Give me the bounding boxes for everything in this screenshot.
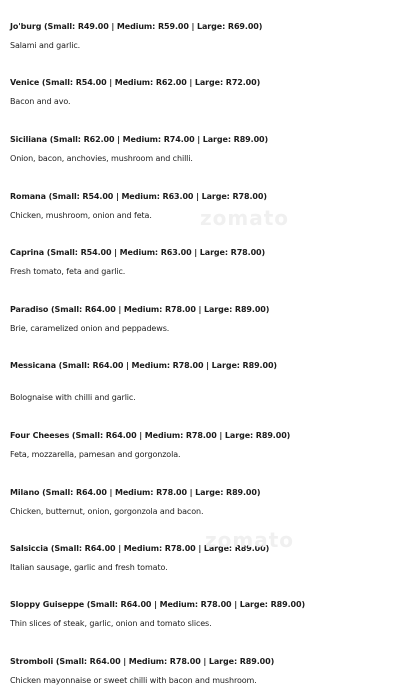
- menu-item-salsiccia: [10, 541, 416, 576]
- menu-item-title: Romana (Small: R54.00 | Medium: R63.00 | Large: R78.00): [10, 192, 267, 201]
- menu-item-description: Thin slices of steak, garlic, onion and tomato slices.: [10, 619, 212, 628]
- menu-item-description: Bacon and avo.: [10, 97, 71, 106]
- menu-item-title: Paradiso (Small: R64.00 | Medium: R78.00 | Large: R89.00): [10, 305, 270, 314]
- menu-item-title: Milano (Small: R64.00 | Medium: R78.00 | Large: R89.00): [10, 488, 261, 497]
- menu-item-description: Brie, caramelized onion and peppadews.: [10, 324, 170, 333]
- menu-item-description: Bolognaise with chilli and garlic.: [10, 393, 136, 402]
- watermark-logo: zomato: [205, 528, 295, 552]
- menu-item-paradiso: [10, 302, 416, 337]
- menu-item-messicana: [10, 358, 416, 406]
- menu-item-title: Caprina (Small: R54.00 | Medium: R63.00 | Large: R78.00): [10, 248, 266, 257]
- menu-item-description: Feta, mozzarella, pamesan and gorgonzola.: [10, 450, 181, 459]
- menu-item-romana: [10, 189, 416, 224]
- watermark-logo: zomato: [200, 206, 290, 230]
- menu-item-venice: [10, 75, 416, 110]
- menu-item-title: Salsiccia (Small: R64.00 | Medium: R78.00 | Large: R89.00): [10, 544, 270, 553]
- menu-item-milano: [10, 485, 416, 520]
- menu-item-description: Onion, bacon, anchovies, mushroom and chilli.: [10, 154, 193, 163]
- menu-item-sloppy-guiseppe: [10, 597, 416, 632]
- menu-item-title: Messicana (Small: R64.00 | Medium: R78.00 | Large: R89.00): [10, 361, 277, 370]
- menu-item-siciliana: [10, 132, 416, 167]
- menu-item-stromboli: [10, 654, 416, 689]
- menu-item-title: Sloppy Guiseppe (Small: R64.00 | Medium: R78.00 | Large: R89.00): [10, 600, 306, 609]
- menu-item-title: Four Cheeses (Small: R64.00 | Medium: R78.00 | Large: R89.00): [10, 431, 291, 440]
- menu-item-title: Siciliana (Small: R62.00 | Medium: R74.00 | Large: R89.00): [10, 135, 269, 144]
- menu-item-joburg: [10, 19, 416, 54]
- menu-item-title: Venice (Small: R54.00 | Medium: R62.00 | Large: R72.00): [10, 78, 261, 87]
- menu-item-title: Stromboli (Small: R64.00 | Medium: R78.00 | Large: R89.00): [10, 657, 275, 666]
- menu-item-title: Jo'burg (Small: R49.00 | Medium: R59.00 | Large: R69.00): [10, 22, 263, 31]
- menu-item-description: Chicken, mushroom, onion and feta.: [10, 211, 152, 220]
- menu-item-description: Chicken mayonnaise or sweet chilli with bacon and mushroom.: [10, 676, 257, 685]
- menu-item-description: Salami and garlic.: [10, 41, 81, 50]
- menu-item-description: Fresh tomato, feta and garlic.: [10, 267, 126, 276]
- menu-item-description: Chicken, butternut, onion, gorgonzola and bacon.: [10, 507, 204, 516]
- menu-item-caprina: [10, 245, 416, 280]
- menu-item-description: Italian sausage, garlic and fresh tomato.: [10, 563, 168, 572]
- menu-item-four-cheeses: [10, 428, 416, 463]
